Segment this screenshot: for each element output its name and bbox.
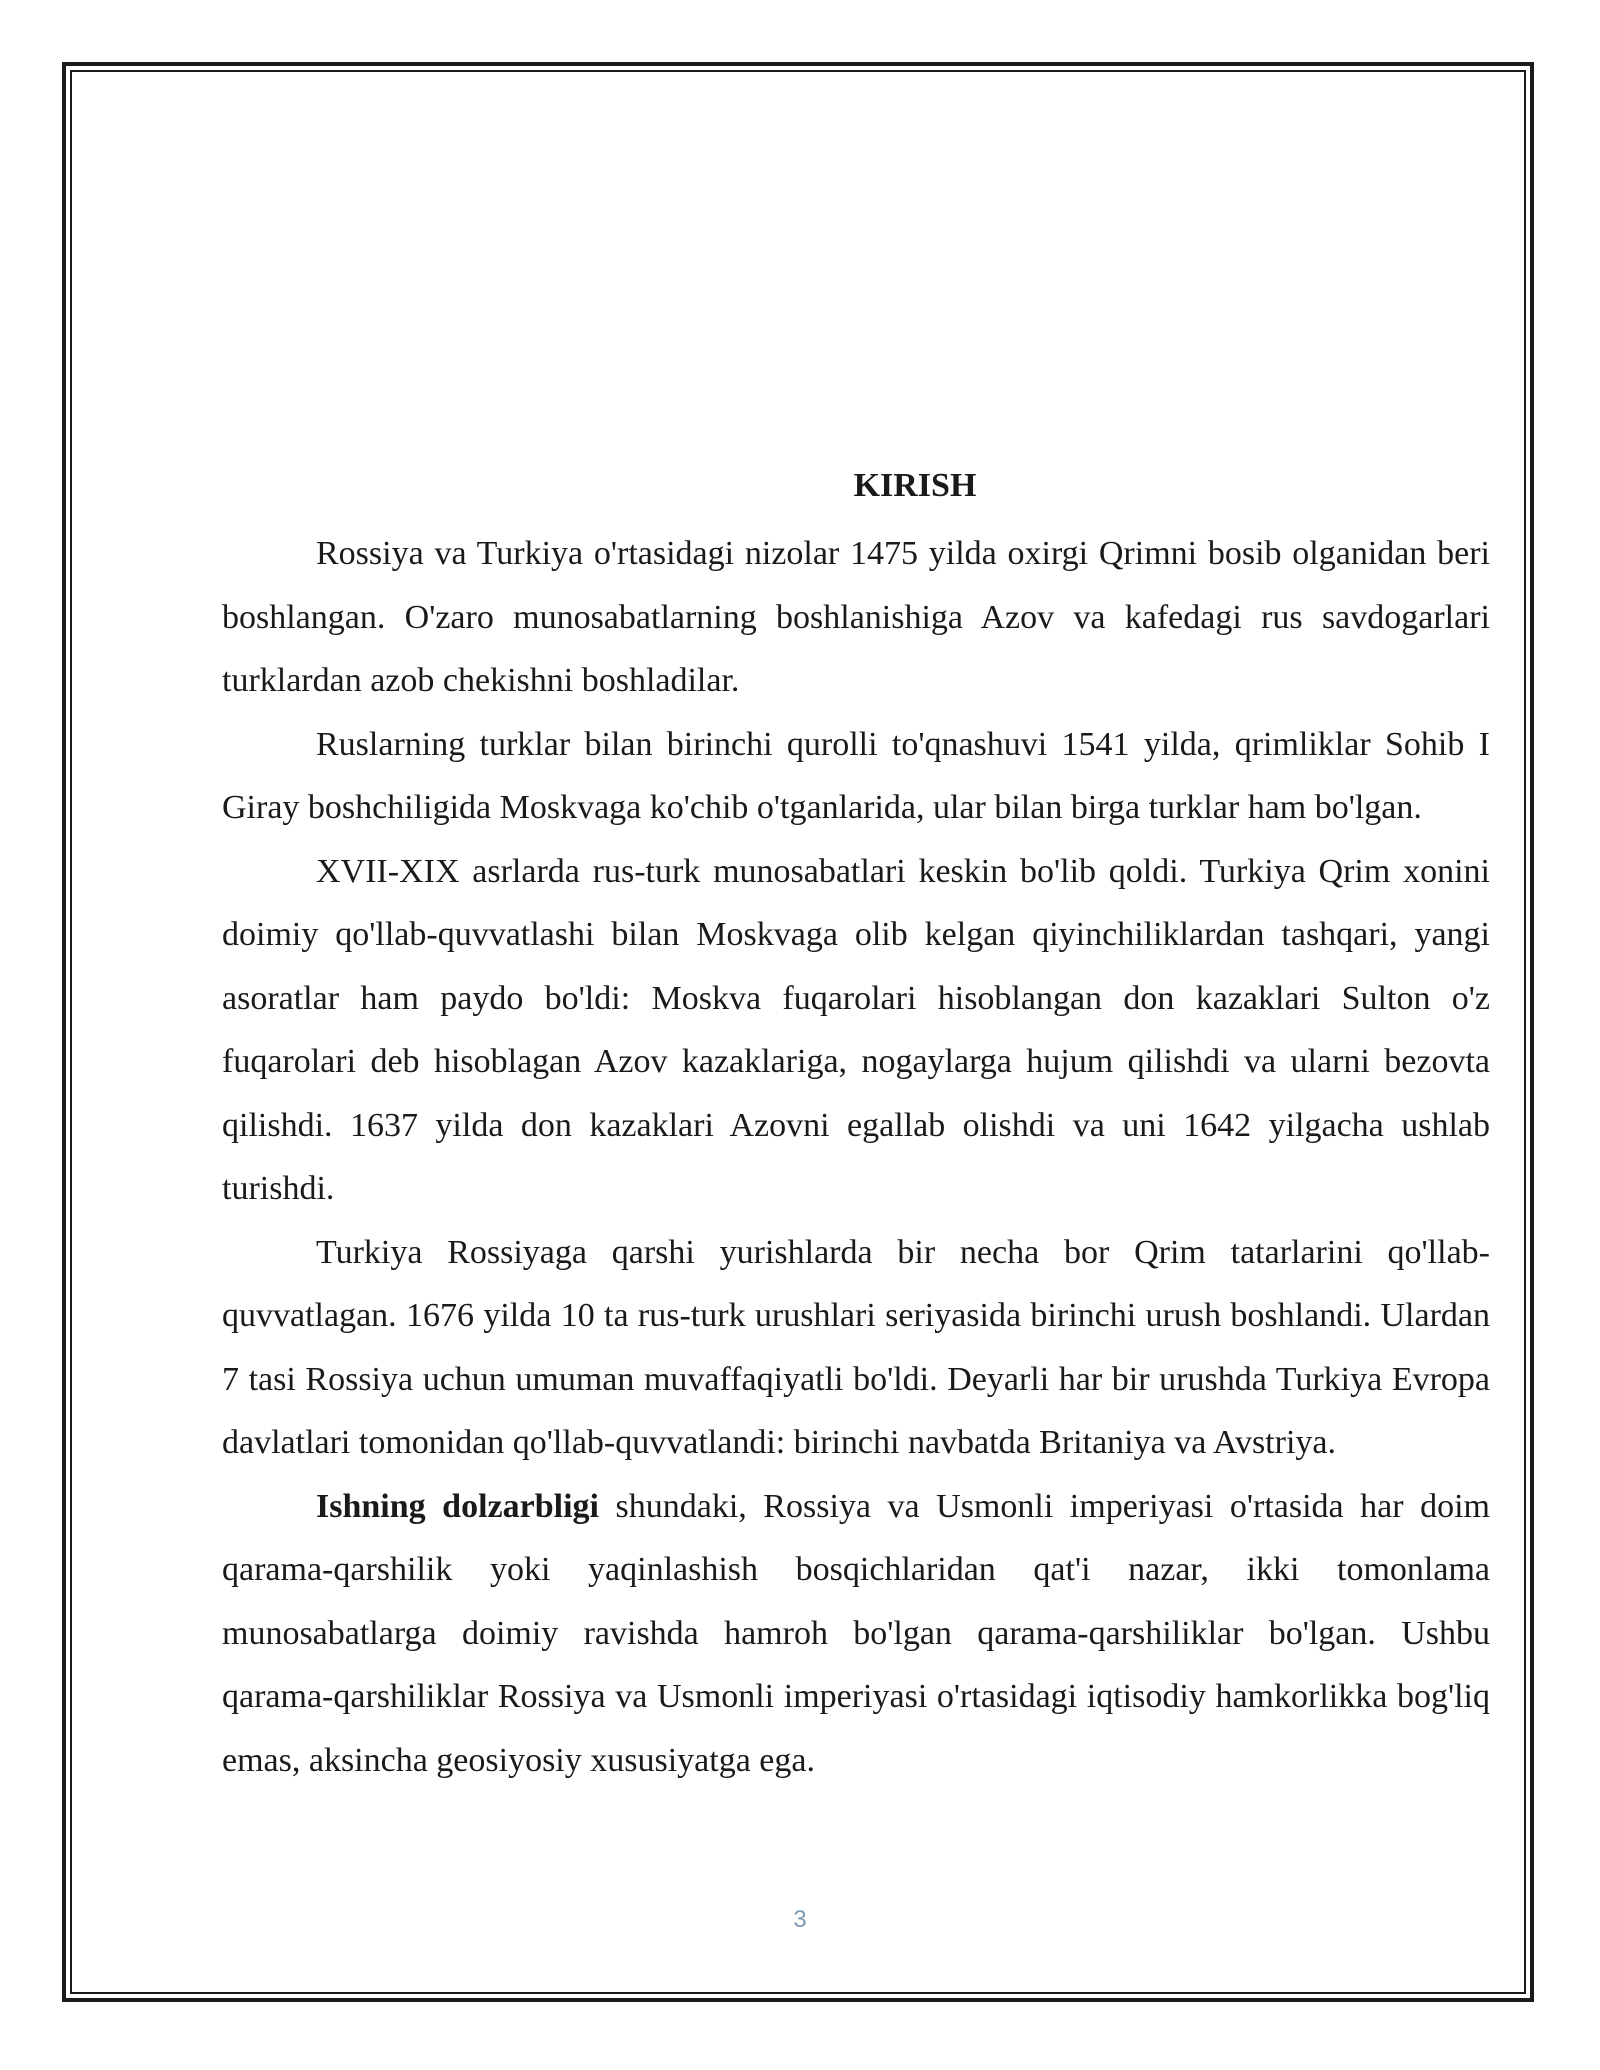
paragraph-1: Rossiya va Turkiya o'rtasidagi nizolar 1475 yilda oxirgi Qrimni bosib olganidan beri boshlangan. O'zaro munosabatlarning boshlanishiga Azov va kafedagi rus savdogarlari turklardan azob chekishni boshladilar. (222, 535, 1490, 699)
page-number: 3 (793, 1906, 807, 1933)
paragraph-5-bold-lead: Ishning dolzarbligi (316, 1487, 599, 1525)
paragraph-5 (222, 1475, 1490, 1793)
section-heading: KIRISH (853, 467, 977, 504)
paragraph-5-text: shundaki, Rossiya va Usmonli imperiyasi o'rtasida har doim qarama-qarshilik yoki yaqinlashish bosqichlaridan qat'i nazar, ikki tomonlama munosabatlarga doimiy ravishda hamroh bo'lgan qarama-qarshiliklar bo'lgan. Ushbu qarama-qarshiliklar Rossiya va Usmonli imperiyasi o'rtasidagi iqtisodiy hamkorlikka bog'liq emas, aksincha geosiyosiy xususiyatga ega. (222, 1487, 1491, 1779)
paragraph-4: Turkiya Rossiyaga qarshi yurishlarda bir necha bor Qrim tatarlarini qo'llab-quvvatlagan. 1676 yilda 10 ta rus-turk urushlari seriyasida birinchi urush boshlandi. Ulardan 7 tasi Rossiya uchun umuman muvaffaqiyatli bo'ldi. Deyarli har bir urushda Turkiya Evropa davlatlari tomonidan qo'llab-quvvatlandi: birinchi navbatda Britaniya va Avstriya. (222, 1233, 1490, 1461)
paragraph-3: XVII-XIX asrlarda rus-turk munosabatlari keskin bo'lib qoldi. Turkiya Qrim xonini doimiy qo'llab-quvvatlashi bilan Moskvaga olib kelgan qiyinchiliklardan tashqari, yangi asoratlar ham paydo bo'ldi: Moskva fuqarolari hisoblangan don kazaklari Sulton o'z fuqarolari deb hisoblagan Azov kazaklariga, nogaylarga hujum qilishdi va ularni bezovta qilishdi. 1637 yilda don kazaklari Azovni egallab olishdi va uni 1642 yilgacha ushlab turishdi. (222, 852, 1490, 1207)
document-body (222, 460, 1490, 1792)
paragraph-2: Ruslarning turklar bilan birinchi qurolli to'qnashuvi 1541 yilda, qrimliklar Sohib I Giray boshchiligida Moskvaga ko'chib o'tganlarida, ular bilan birga turklar ham bo'lgan. (222, 725, 1490, 826)
